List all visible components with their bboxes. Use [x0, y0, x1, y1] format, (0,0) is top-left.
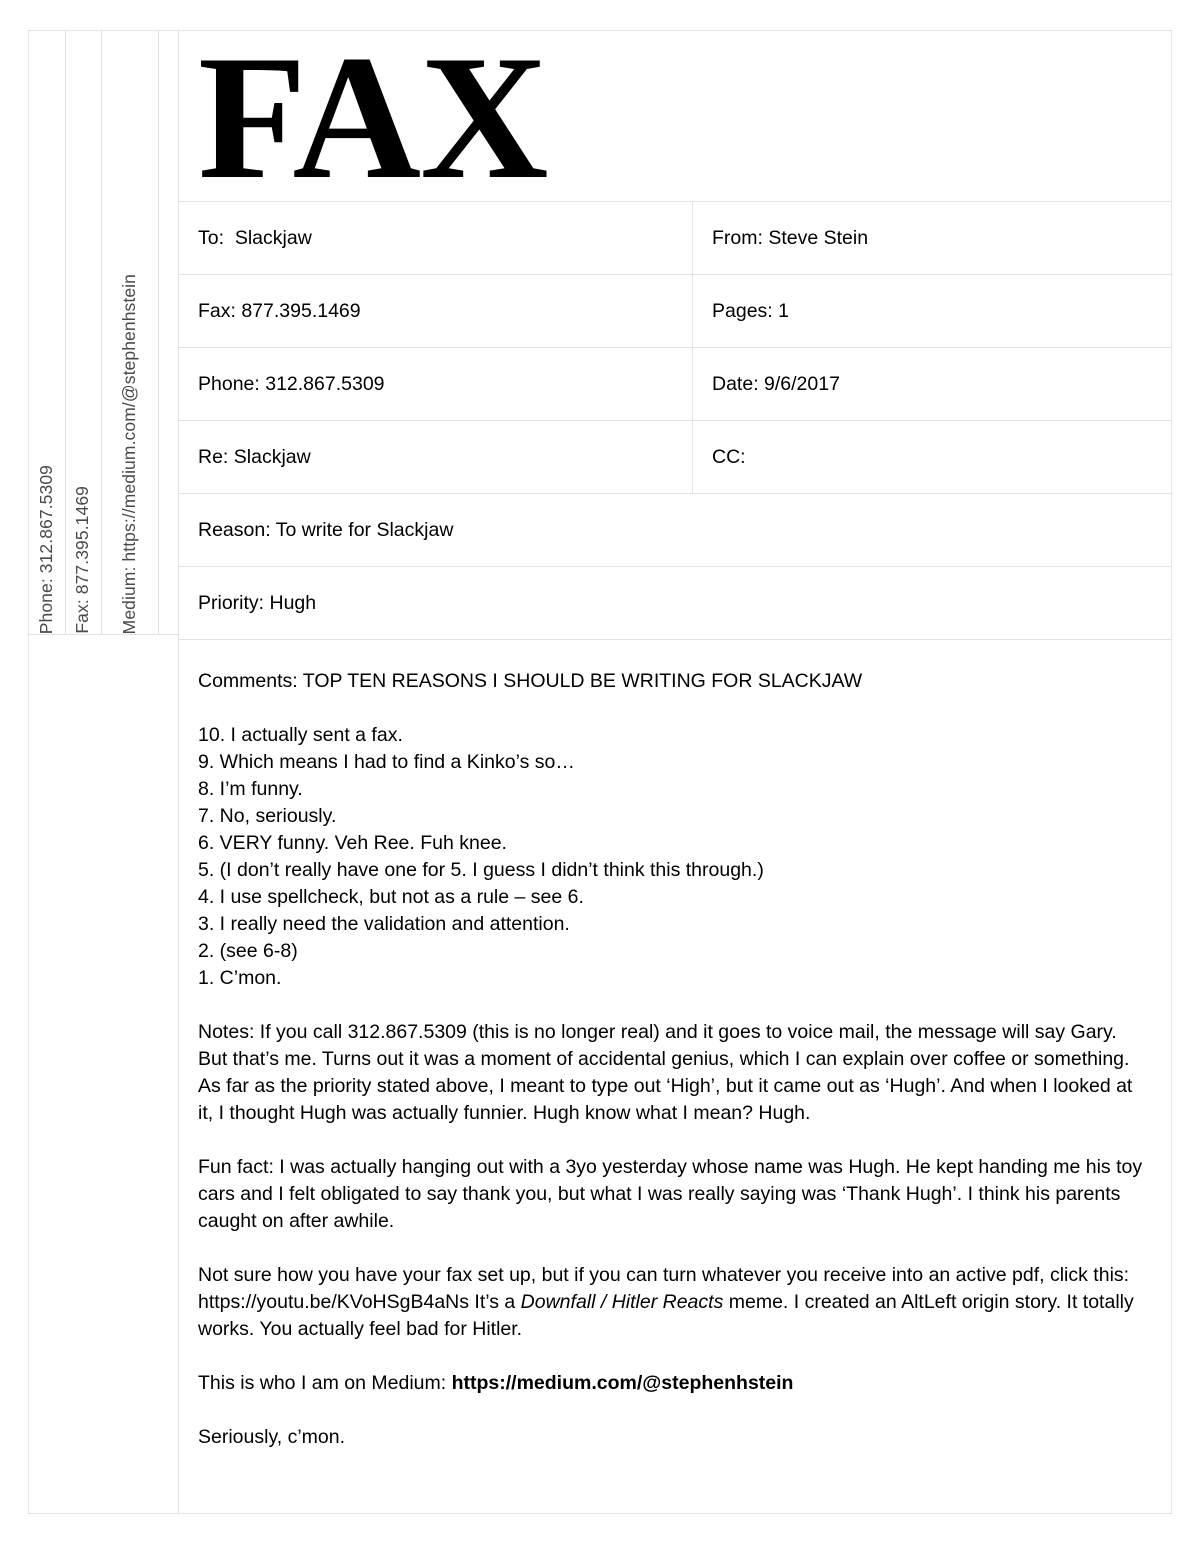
pdf-note-paragraph	[198, 1262, 1149, 1343]
sidebar-column-fax	[65, 31, 101, 634]
closing-line: Seriously, c’mon.	[198, 1426, 346, 1448]
field-priority: Priority: Hugh	[179, 567, 1171, 640]
list-item: 10. I actually sent a fax.	[198, 724, 403, 746]
field-cc: CC:	[693, 421, 1172, 494]
comments-section	[179, 640, 1171, 1451]
fax-info-table	[179, 202, 1171, 640]
field-re: Re: Slackjaw	[179, 421, 693, 494]
sidebar-lower-blank	[29, 635, 179, 1513]
fax-body	[179, 18, 1171, 1513]
fun-fact-paragraph: Fun fact: I was actually hanging out with a 3yo yesterday whose name was Hugh. He kept handing me his toy cars and I felt obligated to say thank you, but what I was really saying was ‘Thank Hugh’. I think his parents caught on after awhile.	[198, 1156, 1143, 1232]
list-item: 5. (I don’t really have one for 5. I guess I didn’t think this through.)	[198, 859, 764, 881]
sidebar-column-phone	[29, 31, 65, 634]
sidebar-medium-text: Medium: https://medium.com/@stephenhstein	[119, 273, 140, 634]
table-row	[179, 275, 1171, 348]
list-item: 4. I use spellcheck, but not as a rule – see 6.	[198, 886, 584, 908]
comments-heading: Comments: TOP TEN REASONS I SHOULD BE WRITING FOR SLACKJAW	[198, 670, 863, 692]
fax-title-zone	[179, 18, 1171, 216]
list-item: 7. No, seriously.	[198, 805, 337, 827]
medium-line-prefix: This is who I am on Medium:	[198, 1372, 452, 1394]
list-item: 1. C’mon.	[198, 967, 282, 989]
field-fax: Fax: 877.395.1469	[179, 275, 693, 348]
list-item: 9. Which means I had to find a Kinko’s so…	[198, 751, 575, 773]
medium-paragraph	[198, 1370, 1149, 1397]
field-phone: Phone: 312.867.5309	[179, 348, 693, 421]
table-row	[179, 567, 1171, 640]
fax-sheet-frame	[28, 18, 1172, 1514]
medium-profile-link[interactable]: https://medium.com/@stephenhstein	[451, 1372, 794, 1394]
list-item: 8. I’m funny.	[198, 778, 303, 800]
table-row	[179, 348, 1171, 421]
list-item: 2. (see 6-8)	[198, 940, 298, 962]
page-title: FAX	[198, 18, 548, 216]
sidebar-column-medium	[101, 31, 159, 634]
sidebar-contact-strip	[29, 31, 179, 635]
field-from: From: Steve Stein	[693, 202, 1172, 275]
field-date: Date: 9/6/2017	[693, 348, 1172, 421]
pdf-note-movie-title: Downfall / Hitler Reacts	[520, 1291, 724, 1313]
sidebar-column-spacer	[158, 31, 178, 634]
field-to: To: Slackjaw	[179, 202, 693, 275]
top-ten-list	[198, 722, 1149, 992]
field-reason: Reason: To write for Slackjaw	[179, 494, 1171, 567]
list-item: 6. VERY funny. Veh Ree. Fuh knee.	[198, 832, 507, 854]
table-row	[179, 494, 1171, 567]
sidebar-phone-text: Phone: 312.867.5309	[36, 464, 57, 634]
table-row	[179, 421, 1171, 494]
pdf-note-text-after: meme. I created an AltLeft origin story. It totally works. You actually feel bad for Hitler.	[198, 1291, 1134, 1340]
list-item: 3. I really need the validation and attention.	[198, 913, 570, 935]
sidebar-fax-text: Fax: 877.395.1469	[72, 486, 93, 634]
pdf-note-text-before: Not sure how you have your fax set up, but if you can turn whatever you receive into an active pdf, click this: https://youtu.be/KVoHSgB4aNs It’s a	[198, 1264, 1130, 1313]
field-pages: Pages: 1	[693, 275, 1172, 348]
notes-paragraph: Notes: If you call 312.867.5309 (this is no longer real) and it goes to voice mail, the message will say Gary. But that’s me. Turns out it was a moment of accidental genius, which I can explain over coffee or something. As far as the priority stated above, I meant to type out ‘High’, but it came out as ‘Hugh’. And when I looked at it, I thought Hugh was actually funnier. Hugh know what I mean? Hugh.	[198, 1021, 1133, 1124]
